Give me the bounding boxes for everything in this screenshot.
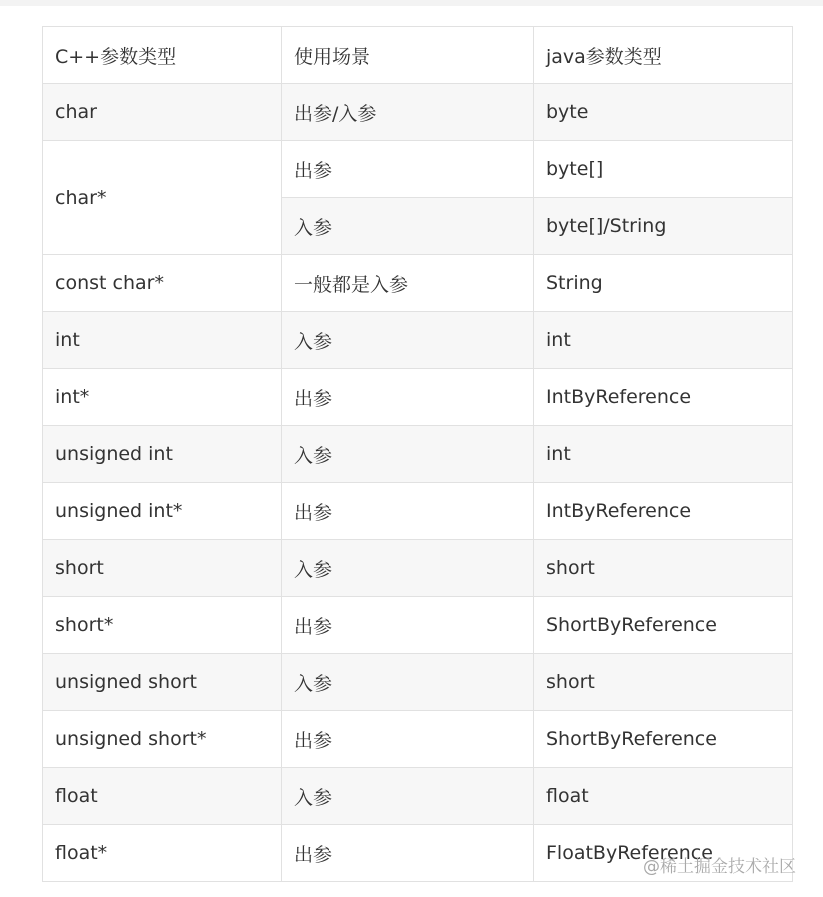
- cell-java-type: byte: [534, 84, 793, 141]
- cell-java-type: ShortByReference: [534, 711, 793, 768]
- cell-cpp-type: unsigned int: [43, 426, 282, 483]
- cell-java-type: byte[]: [534, 141, 793, 198]
- cell-cpp-type: short: [43, 540, 282, 597]
- cell-usage: 一般都是入参: [282, 255, 534, 312]
- cell-cpp-type: unsigned short: [43, 654, 282, 711]
- cell-java-type: short: [534, 540, 793, 597]
- cell-usage: 出参/入参: [282, 84, 534, 141]
- cell-usage: 入参: [282, 540, 534, 597]
- type-mapping-table: [42, 26, 793, 882]
- header-usage-scenario: 使用场景: [282, 27, 534, 84]
- cell-java-type: int: [534, 426, 793, 483]
- top-bar: [0, 0, 823, 6]
- cell-usage: 出参: [282, 711, 534, 768]
- cell-cpp-type: int: [43, 312, 282, 369]
- cell-cpp-type: const char*: [43, 255, 282, 312]
- cell-usage: 出参: [282, 597, 534, 654]
- cell-usage: 入参: [282, 198, 534, 255]
- table-row: [43, 654, 793, 711]
- cell-usage: 出参: [282, 141, 534, 198]
- cell-java-type: IntByReference: [534, 483, 793, 540]
- cell-java-type: short: [534, 654, 793, 711]
- table-row: [43, 483, 793, 540]
- cell-cpp-type: char: [43, 84, 282, 141]
- cell-cpp-type: char*: [43, 141, 282, 255]
- header-cpp-type: C++参数类型: [43, 27, 282, 84]
- table-row: [43, 768, 793, 825]
- cell-usage: 入参: [282, 312, 534, 369]
- table-row: [43, 597, 793, 654]
- cell-cpp-type: unsigned short*: [43, 711, 282, 768]
- table-row: [43, 369, 793, 426]
- cell-usage: 出参: [282, 369, 534, 426]
- cell-usage: 入参: [282, 654, 534, 711]
- header-java-type: java参数类型: [534, 27, 793, 84]
- cell-java-type: byte[]/String: [534, 198, 793, 255]
- table-row: [43, 540, 793, 597]
- cell-java-type: IntByReference: [534, 369, 793, 426]
- cell-cpp-type: unsigned int*: [43, 483, 282, 540]
- table-row: [43, 255, 793, 312]
- cell-cpp-type: float: [43, 768, 282, 825]
- type-mapping-table-container: [42, 26, 792, 882]
- table-row: [43, 312, 793, 369]
- cell-usage: 出参: [282, 483, 534, 540]
- cell-cpp-type: float*: [43, 825, 282, 882]
- table-row: [43, 84, 793, 141]
- cell-java-type: int: [534, 312, 793, 369]
- table-row: [43, 711, 793, 768]
- cell-usage: 入参: [282, 426, 534, 483]
- watermark-text: @稀土掘金技术社区: [643, 857, 796, 877]
- table-row: [43, 426, 793, 483]
- cell-cpp-type: short*: [43, 597, 282, 654]
- table-row: [43, 141, 793, 198]
- table-header-row: [43, 27, 793, 84]
- cell-usage: 出参: [282, 825, 534, 882]
- cell-java-type: FloatByReference: [534, 825, 793, 882]
- cell-java-type: ShortByReference: [534, 597, 793, 654]
- cell-java-type: String: [534, 255, 793, 312]
- cell-usage: 入参: [282, 768, 534, 825]
- cell-java-type: float: [534, 768, 793, 825]
- cell-cpp-type: int*: [43, 369, 282, 426]
